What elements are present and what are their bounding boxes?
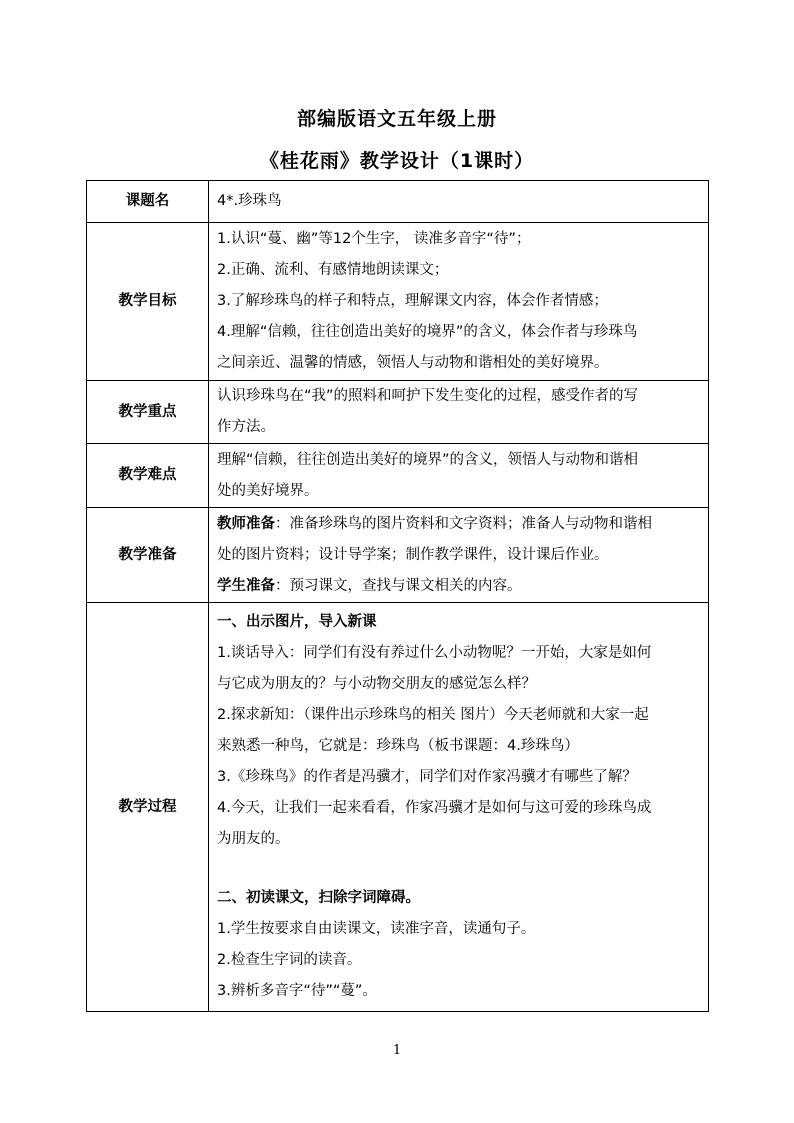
table-row-preparation (87, 508, 709, 603)
teacher-prep-line (217, 509, 701, 540)
row-label-key-points: 教学重点 (87, 381, 209, 444)
goal-line: 4.理解“信赖，往往创造出美好的境界”的含义，体会作者与珍珠鸟 (217, 324, 638, 340)
table-row-difficulties (87, 444, 709, 508)
document-subtitle: 《桂花雨》教学设计（1课时） (259, 150, 535, 172)
process-line: 来熟悉一种鸟，它就是：珍珠鸟（板书课题：4.珍珠鸟） (217, 738, 579, 754)
row-label-goals: 教学目标 (87, 223, 209, 381)
row-value-topic: 4*.珍珠鸟 (209, 181, 709, 223)
difficulty-line: 理解“信赖，往往创造出美好的境界”的含义，领悟人与动物和谐相 (217, 451, 639, 468)
process-section-title: 一、出示图片，导入新课 (217, 614, 377, 630)
table-row-topic (87, 181, 709, 223)
table-row-goals (87, 223, 709, 381)
goal-line: 1.认识“蔓、幽”等12个生字， 读准多音字“待”； (217, 231, 531, 247)
document-title: 部编版语文五年级上册 (296, 108, 497, 130)
teacher-prep-text: ：准备珍珠鸟的图片资料和文字资料；准备人与动物和谐相 (275, 515, 652, 532)
table-row-key-points (87, 381, 709, 444)
row-label-difficulties: 教学难点 (87, 444, 209, 508)
row-value-goals (209, 223, 709, 381)
row-value-process (209, 603, 709, 1012)
goal-line: 2.正确、流利、有感情地朗读课文； (217, 262, 449, 278)
process-line: 4.今天，让我们一起来看看，作家冯骥才是如何与这可爱的珍珠鸟成 (217, 800, 652, 816)
process-section-title: 二、初读课文，扫除字词障碍。 (217, 890, 420, 906)
row-label-process: 教学过程 (87, 603, 209, 1012)
goal-line: 3.了解珍珠鸟的样子和特点，理解课文内容，体会作者情感； (217, 293, 608, 309)
process-line: 2.检查生字词的读音。 (217, 952, 362, 968)
row-value-key-points (209, 381, 709, 444)
student-prep-text: ：预习课文，查找与课文相关的内容。 (275, 577, 522, 594)
process-line: 3.《珍珠鸟》的作者是冯骥才，同学们对作家冯骥才有哪些了解？ (217, 769, 637, 785)
student-prep-label: 学生准备 (217, 577, 275, 594)
page-number: 1 (392, 1043, 402, 1058)
row-label-topic: 课题名 (87, 181, 209, 223)
process-line: 与它成为朋友的？与小动物交朋友的感觉怎么样？ (217, 676, 536, 692)
difficulty-line: 处的美好境界。 (217, 482, 319, 499)
process-line: 3.辨析多音字“待”“蔓”。 (217, 983, 377, 999)
process-spacer (217, 855, 701, 883)
student-prep-line (217, 571, 701, 602)
table-row-process (87, 603, 709, 1012)
process-line: 为朋友的。 (217, 831, 290, 847)
process-line: 2.探求新知：（课件出示珍珠鸟的相关 图片）今天老师就和大家一起 (217, 707, 649, 723)
process-line: 1.学生按要求自由读课文，读准字音，读通句子。 (217, 921, 536, 937)
teacher-prep-line: 处的图片资料；设计导学案；制作教学课件，设计课后作业。 (217, 546, 609, 563)
process-line: 1.谈话导入：同学们有没有养过什么小动物呢？一开始，大家是如何 (217, 645, 652, 661)
key-point-line: 作方法。 (217, 419, 275, 435)
goal-line: 之间亲近、温馨的情感，领悟人与动物和谐相处的美好境界。 (217, 355, 609, 371)
lesson-plan-table (86, 180, 709, 1012)
key-point-line: 认识珍珠鸟在“我”的照料和呵护下发生变化的过程，感受作者的写 (217, 388, 639, 404)
row-value-difficulties (209, 444, 709, 508)
row-label-preparation: 教学准备 (87, 508, 209, 603)
teacher-prep-label: 教师准备 (217, 515, 275, 532)
row-value-preparation (209, 508, 709, 603)
